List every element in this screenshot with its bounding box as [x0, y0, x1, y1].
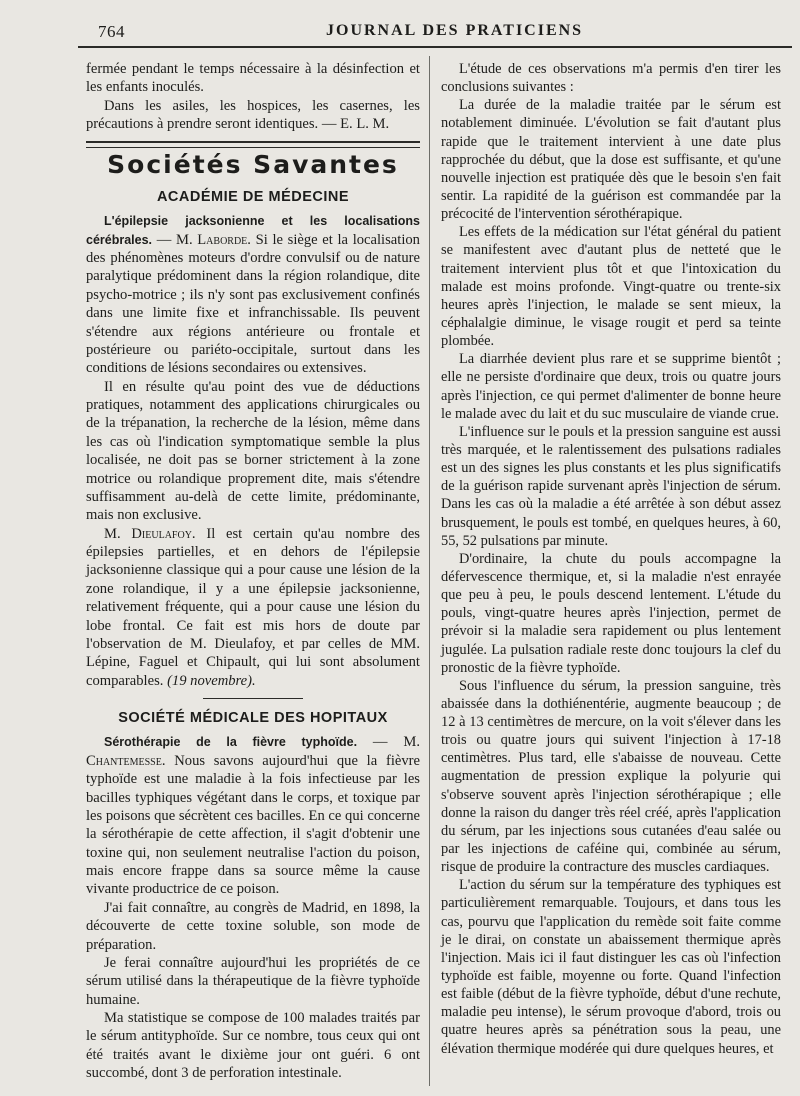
conclusions-paragraph: L'étude de ces observations m'a permis d'en tirer les conclusions suivantes : — [441, 61, 781, 96]
general-state-paragraph: Les effets de la médication sur l'état général du patient se manifestent avec d'autant plus de netteté que le traitement intervient plus tôt et que l'intoxication du malade est moins profonde. Vingt-quatre ou trente-six heures après l'injection, le malade se sent mieux, la céphalalgie diminue, le visage rougit et perd sa teinte plombée. — [441, 224, 781, 350]
laborde-text: Si le siège et la localisation des phénomènes moteurs d'ordre convulsif ou de nature paralytique prédominent dans la région rolandique, dite psycho-motrice ; ils n'y sont pas exclusivement confinés dans une limite fixe et infranchissable. Ils peuvent s'étendre aux régions antérieure ou frontale et postérieure ou pariéto-occipitale, surtout dans les conditions de lésions secondaires ou extensives. — [86, 231, 420, 377]
laborde-name: — M. Laborde. — [156, 231, 251, 248]
short-rule — [203, 698, 303, 699]
chantemesse-paragraph — [86, 733, 420, 898]
blood-pressure-paragraph: Sous l'influence du sérum, la pression sanguine, très abaissée dans la dothiénentérie, augmente beaucoup ; de 12 à 13 centimètres de mercure, on la voit s'élever dans les trois ou quatre jours qui suivent l'injection à 17-18 centimètres. Plus tard, elle s'abaisse de nouveau. Cette augmentation de pression explique la polyurie qui s'observe souvent après l'injection sérothérapique ; elle donne la raison du danger très réel créé, après l'application du sérum, par les injections sous cutanées d'eau salée ou par les injections de caféine qui, combinée au sérum, risque de produire la contracture des muscles cardiaques. — [441, 677, 781, 876]
left-column — [86, 60, 420, 1083]
serum-paragraph: Je ferai connaître aujourd'hui les propriétés de ce sérum utilisé dans la thérapeutique de la fièvre typhoïde humaine. — [86, 954, 420, 1008]
page-header — [0, 18, 800, 48]
section-title: Sociétés Savantes — [107, 149, 399, 179]
journal-title: JOURNAL DES PRATICIENS — [326, 22, 584, 39]
laborde-paragraph — [86, 212, 420, 377]
serotherapy-rubric: Sérothérapie de la fièvre typhoïde. — [104, 735, 358, 750]
defervescence-paragraph: D'ordinaire, la chute du pouls accompagne la défervescence thermique, et, si la maladie n'est enrayée que peu à peu, le pouls descend lentement. L'étude du pouls, vingt-quatre heures après l'injection, permet de prévoir si la maladie sera rapidement ou plus lentement jugulée. La pulsation radiale reste donc toujours la clef du pronostic de la fièvre typhoïde. — [441, 550, 781, 676]
right-column — [441, 60, 781, 1058]
hospital-heading: SOCIÉTÉ MÉDICALE DES HOPITAUX — [118, 710, 388, 726]
column-divider — [429, 56, 430, 1086]
dieulafoy-text: Il est certain qu'au nombre des épilepsies partielles, et en dehors de l'épilepsie jacksonienne classique qui a pour cause une lésion de la zone rolandique, il y a une épilepsie jacksonienne, relativement fréquente, qui a pour cause une lésion du lobe frontal. Ce fait est mis hors de doute par l'observation de M. Dieulafoy, et par celles de MM. Lépine, Faguel et Chipault, qui lui sont absolument comparables. — [86, 525, 420, 689]
academy-heading: ACADÉMIE DE MÉDECINE — [156, 188, 350, 205]
diarrhea-paragraph: La diarrhée devient plus rare et se supprime bientôt ; elle ne persiste d'ordinaire que deux, trois ou quatre jours après l'injection, ce qui permet d'alimenter de bonne heure le malade avec du lait et du suc musculaire de viande crue. — [441, 351, 781, 422]
dieulafoy-paragraph — [86, 525, 420, 690]
pulse-paragraph: L'influence sur le pouls et la pression sanguine est aussi très marquée, et le ralentissement des pulsations radiales est un des signes les plus constants et les plus significatifs de la guérison rapide survenant après l'injection de sérum. Dans les cas où la maladie a été arrêtée à son début assez brusquement, le pouls est tombé, en quelques heures, à 60, 55, 52 pulsations par minute. — [441, 423, 781, 549]
madrid-paragraph: J'ai fait connaître, au congrès de Madrid, en 1898, la découverte de cette toxine soluble, son mode de préparation. — [86, 899, 420, 953]
statistics-paragraph: Ma statistique se compose de 100 malades traités par le sérum antityphoïde. Sur ce nombre, tous ceux qui ont été traités avant le dixième jour ont guéri. 6 ont succombé, dont 3 de perforation intestinale. — [86, 1010, 420, 1082]
date-note: (19 novembre). — [167, 672, 256, 689]
result-paragraph: Il en résulte qu'au point des vue de déductions pratiques, notamment des applications chirurgicales ou de la trépanation, la recherche de la lésion, même dans les cas où l'indication symptomatique semble la plus localisée, ne doit pas se borner strictement à la zone motrice ou rolandique proprement dite, mais s'étendre suffisamment au-delà de cette limite, prédominante, mais non exclusive. — [86, 378, 420, 524]
dieulafoy-name: M. Dieulafoy. — [104, 525, 196, 542]
page-number: 764 — [98, 22, 125, 41]
signature: — E. L. M. — [321, 116, 390, 133]
chantemesse-name: — M. Chantemesse. — [86, 734, 420, 769]
duration-paragraph: La durée de la maladie traitée par le sérum est notablement diminuée. L'évolution se fait d'autant plus rapide que le traitement intervient à une date plus rapprochée du début, que la dose est suffisante, et qu'une nouvelle injection est pratiquée dès que le besoin s'en fait sentir. La rapidité de la guérison est commandée par la précocité de l'intervention sérothérapique. — [441, 97, 781, 223]
section-rule — [86, 141, 420, 148]
temperature-paragraph: L'action du sérum sur la température des typhiques est particulièrement remarquable. Toujours, et dans tous les cas, pourvu que l'application du remède soit faite comme je le dirai, on constate un abaissement thermique après l'injection. Mais ici il faut distinguer les cas où l'infection typhoïde est faible, moyenne ou forte. Quand l'infection est faible (début de la fièvre typhoïde, début d'une rechute, maladie peu intense), le sérum provoque d'abord, trois ou quatre heures après sa pénétration sous la peau, une élévation thermique modérée qui dure quelques heures, et — [441, 877, 781, 1057]
chantemesse-text: Nous savons aujourd'hui que la fièvre typhoïde est une maladie à la fois infectieuse par les bacilles typhiques végétant dans le corps, et toxique par les poisons que sécrètent ces bacilles. En ce qui concerne la sérothérapie de cette affection, il s'agit d'obtenir une toxine qui, non seulement neutralise l'action du poison, mais encore frappe dans sa source même la cause vivante productrice de ce poison. — [86, 752, 420, 898]
intro-paragraph-2 — [86, 97, 420, 134]
epilepsy-rubric: L'épilepsie jacksonienne et les localisations cérébrales. — [86, 214, 420, 247]
intro-paragraph-1: fermée pendant le temps nécessaire à la désinfection et les enfants inoculés. — [86, 61, 420, 96]
intro-text: Dans les asiles, les hospices, les casernes, les précautions à prendre seront identiques. — [86, 97, 420, 133]
header-rule — [78, 46, 792, 48]
